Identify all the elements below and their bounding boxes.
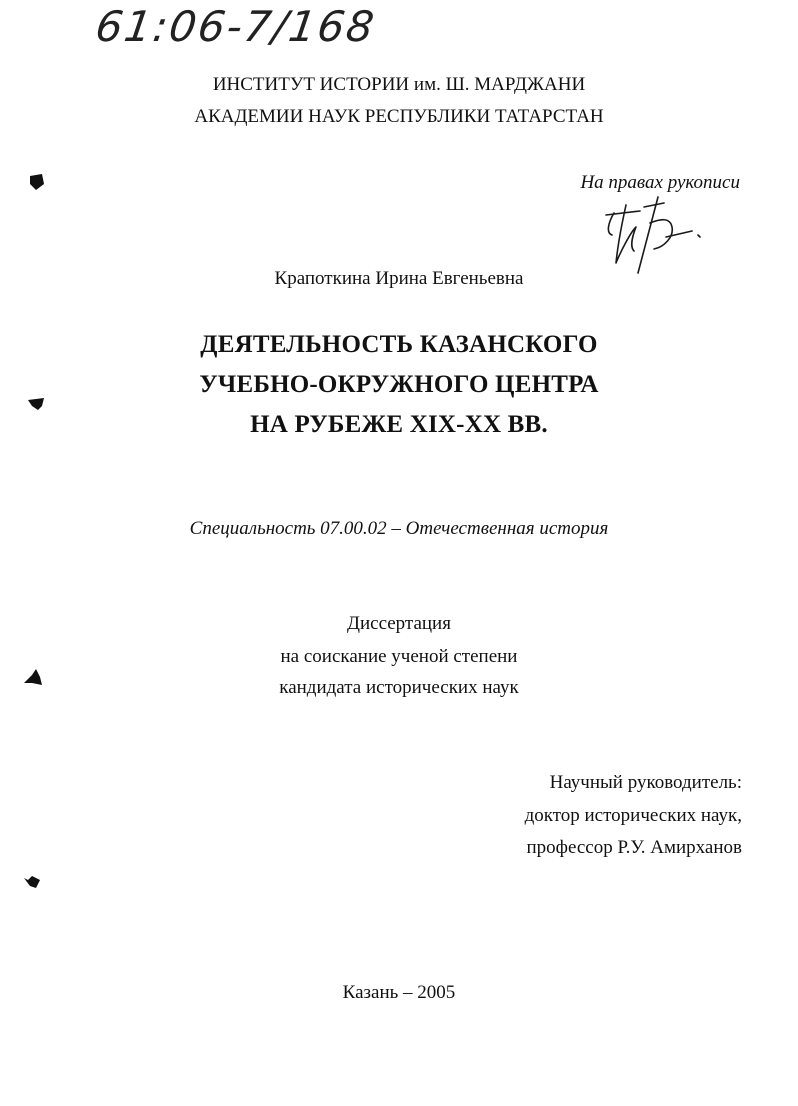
signature-handwritten — [600, 193, 710, 278]
binding-hole-mark-4 — [22, 872, 44, 894]
binding-hole-mark-3 — [22, 667, 44, 689]
title-line-2: УЧЕБНО-ОКРУЖНОГО ЦЕНТРА — [199, 371, 599, 398]
title-line-1: ДЕЯТЕЛЬНОСТЬ КАЗАНСКОГО — [200, 331, 598, 358]
manuscript-rights-label: На правах рукописи — [580, 172, 740, 193]
institute-line-1: ИНСТИТУТ ИСТОРИИ им. Ш. МАРДЖАНИ — [212, 74, 586, 95]
title-line-3: НА РУБЕЖЕ XIX-XX ВВ. — [250, 411, 548, 438]
author-name: Крапоткина Ирина Евгеньевна — [274, 268, 524, 289]
supervisor-line-2: доктор исторических наук, — [524, 805, 742, 826]
binding-hole-mark-2 — [26, 394, 48, 416]
binding-hole-mark-1 — [26, 172, 48, 194]
institute-line-2: АКАДЕМИИ НАУК РЕСПУБЛИКИ ТАТАРСТАН — [194, 106, 604, 127]
dissertation-line-1: Диссертация — [347, 613, 451, 634]
place-year: Казань – 2005 — [342, 982, 456, 1003]
specialty-line: Специальность 07.00.02 – Отечественная история — [189, 518, 609, 539]
dissertation-line-3: кандидата исторических наук — [279, 677, 519, 698]
dissertation-line-2: на соискание ученой степени — [280, 646, 518, 667]
supervisor-line-3: профессор Р.У. Амирханов — [526, 837, 742, 858]
archive-number-handwritten: 61:06-7/168 — [92, 2, 379, 51]
supervisor-line-1: Научный руководитель: — [549, 772, 742, 793]
